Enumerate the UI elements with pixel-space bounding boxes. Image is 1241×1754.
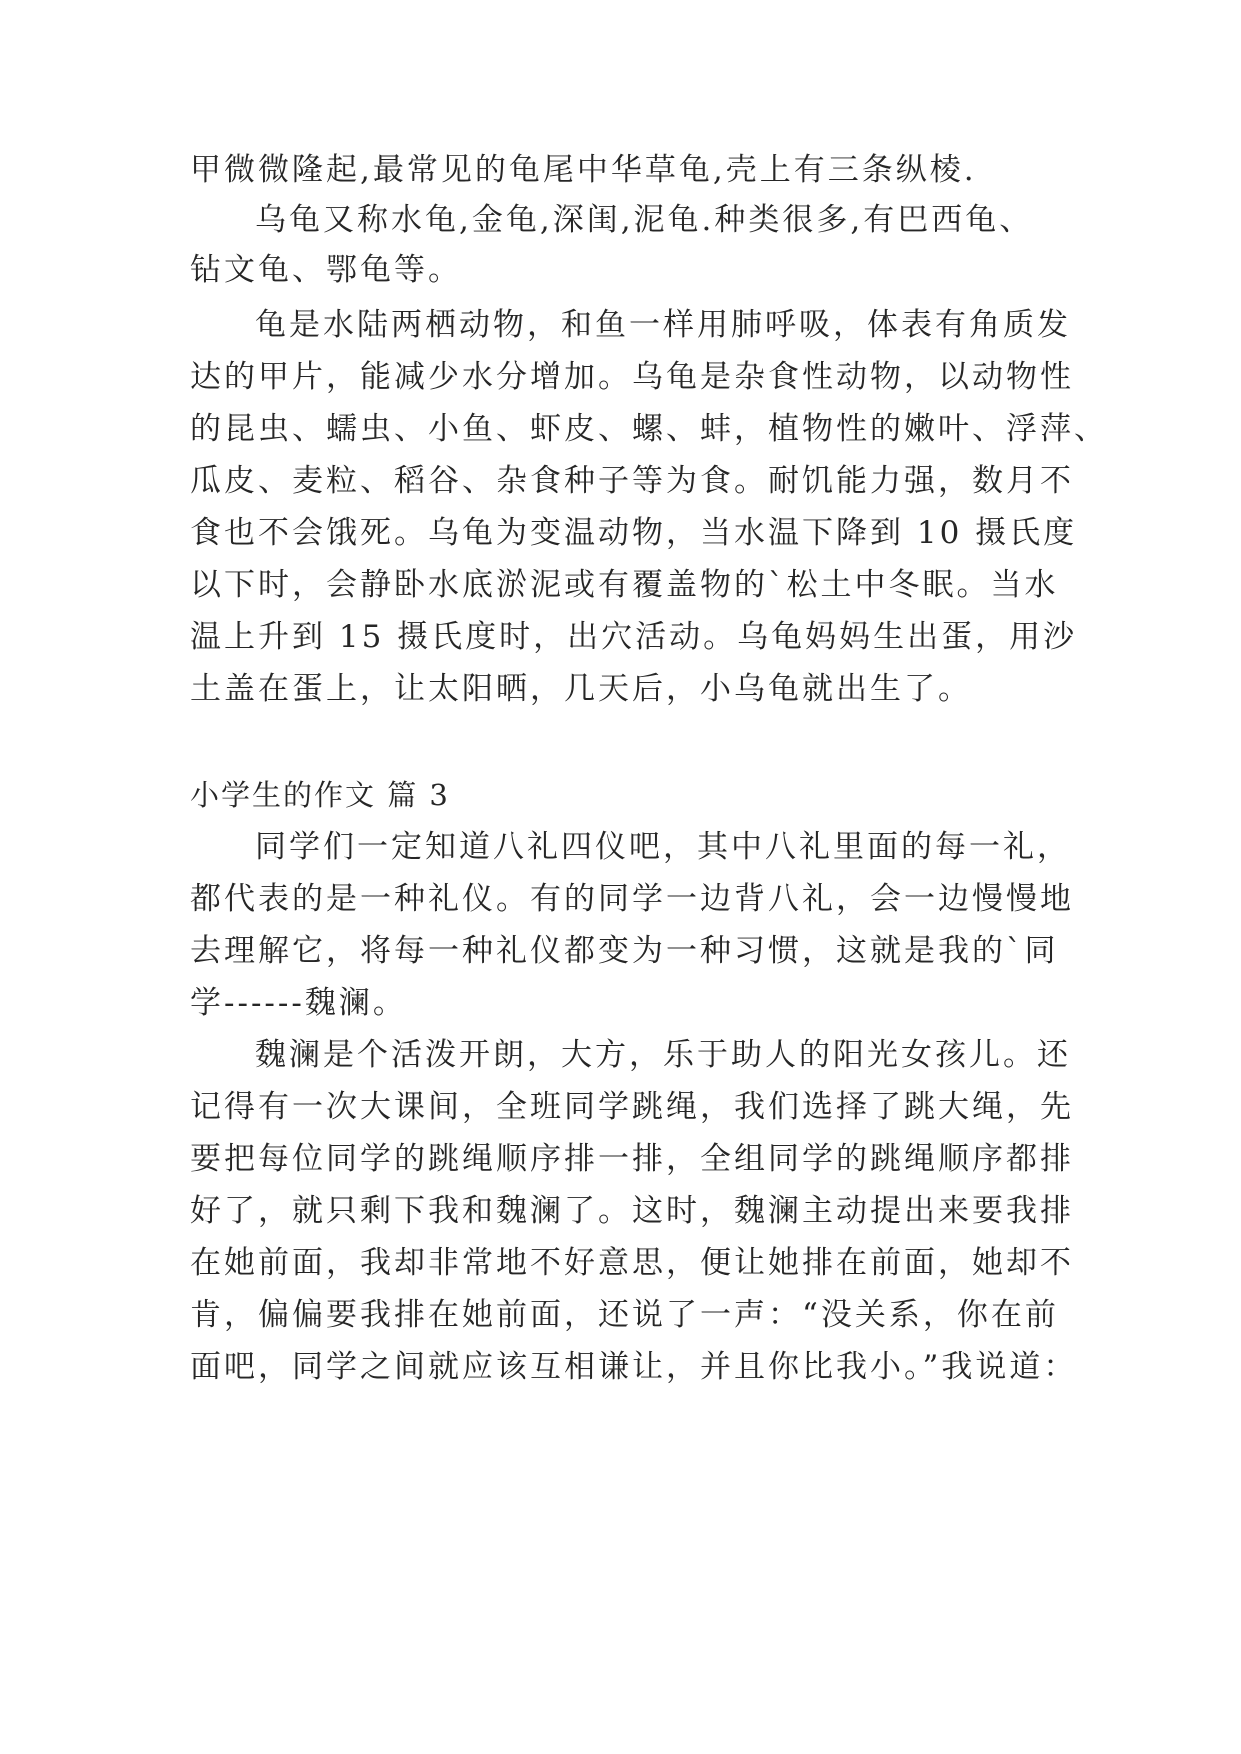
paragraph-line: 瓜皮、麦粒、稻谷、杂食种子等为食。耐饥能力强，数月不 xyxy=(190,463,1074,499)
paragraph-line: 肯，偏偏要我排在她前面，还说了一声：“没关系，你在前 xyxy=(190,1297,1059,1333)
paragraph-line: 要把每位同学的跳绳顺序排一排，全组同学的跳绳顺序都排 xyxy=(190,1141,1074,1177)
paragraph-line: 土盖在蛋上，让太阳晒，几天后，小乌龟就出生了。 xyxy=(190,671,972,707)
paragraph-line: 温上升到 15 摄氏度时，出穴活动。乌龟妈妈生出蛋，用沙 xyxy=(190,619,1078,655)
paragraph-line: 都代表的是一种礼仪。有的同学一边背八礼，会一边慢慢地 xyxy=(190,881,1074,917)
section-heading: 小学生的作文 篇 3 xyxy=(190,778,450,812)
paragraph-line: 在她前面，我却非常地不好意思，便让她排在前面，她却不 xyxy=(190,1245,1074,1281)
paragraph-line: 达的甲片，能减少水分增加。乌龟是杂食性动物，以动物性 xyxy=(190,359,1074,395)
paragraph-line: 去理解它，将每一种礼仪都变为一种习惯，这就是我的`同 xyxy=(190,933,1059,969)
paragraph-line: 食也不会饿死。乌龟为变温动物，当水温下降到 10 摄氏度 xyxy=(190,515,1078,551)
paragraph-line: 同学们一定知道八礼四仪吧，其中八礼里面的每一礼， xyxy=(255,829,1071,865)
carryover-text-line: 甲微微隆起,最常见的龟尾中华草龟,壳上有三条纵棱. xyxy=(190,152,977,188)
paragraph-line: 以下时，会静卧水底淤泥或有覆盖物的`松土中冬眠。当水 xyxy=(190,567,1059,603)
paragraph-line: 乌龟又称水龟,金龟,深闺,泥龟.种类很多,有巴西龟、 xyxy=(255,202,1034,238)
paragraph-line: 龟是水陆两栖动物，和鱼一样用肺呼吸，体表有角质发 xyxy=(255,307,1071,343)
paragraph-line: 钻文龟、鄂龟等。 xyxy=(190,252,462,288)
paragraph-line: 的昆虫、蠕虫、小鱼、虾皮、螺、蚌，植物性的嫩叶、浮萍、 xyxy=(190,411,1108,447)
paragraph-line: 好了，就只剩下我和魏澜了。这时，魏澜主动提出来要我排 xyxy=(190,1193,1074,1229)
paragraph-line: 面吧，同学之间就应该互相谦让，并且你比我小。”我说道： xyxy=(190,1349,1078,1385)
paragraph-line: 学------魏澜。 xyxy=(190,985,407,1021)
paragraph-line: 记得有一次大课间，全班同学跳绳，我们选择了跳大绳，先 xyxy=(190,1089,1074,1125)
paragraph-line: 魏澜是个活泼开朗，大方，乐于助人的阳光女孩儿。还 xyxy=(255,1037,1071,1073)
